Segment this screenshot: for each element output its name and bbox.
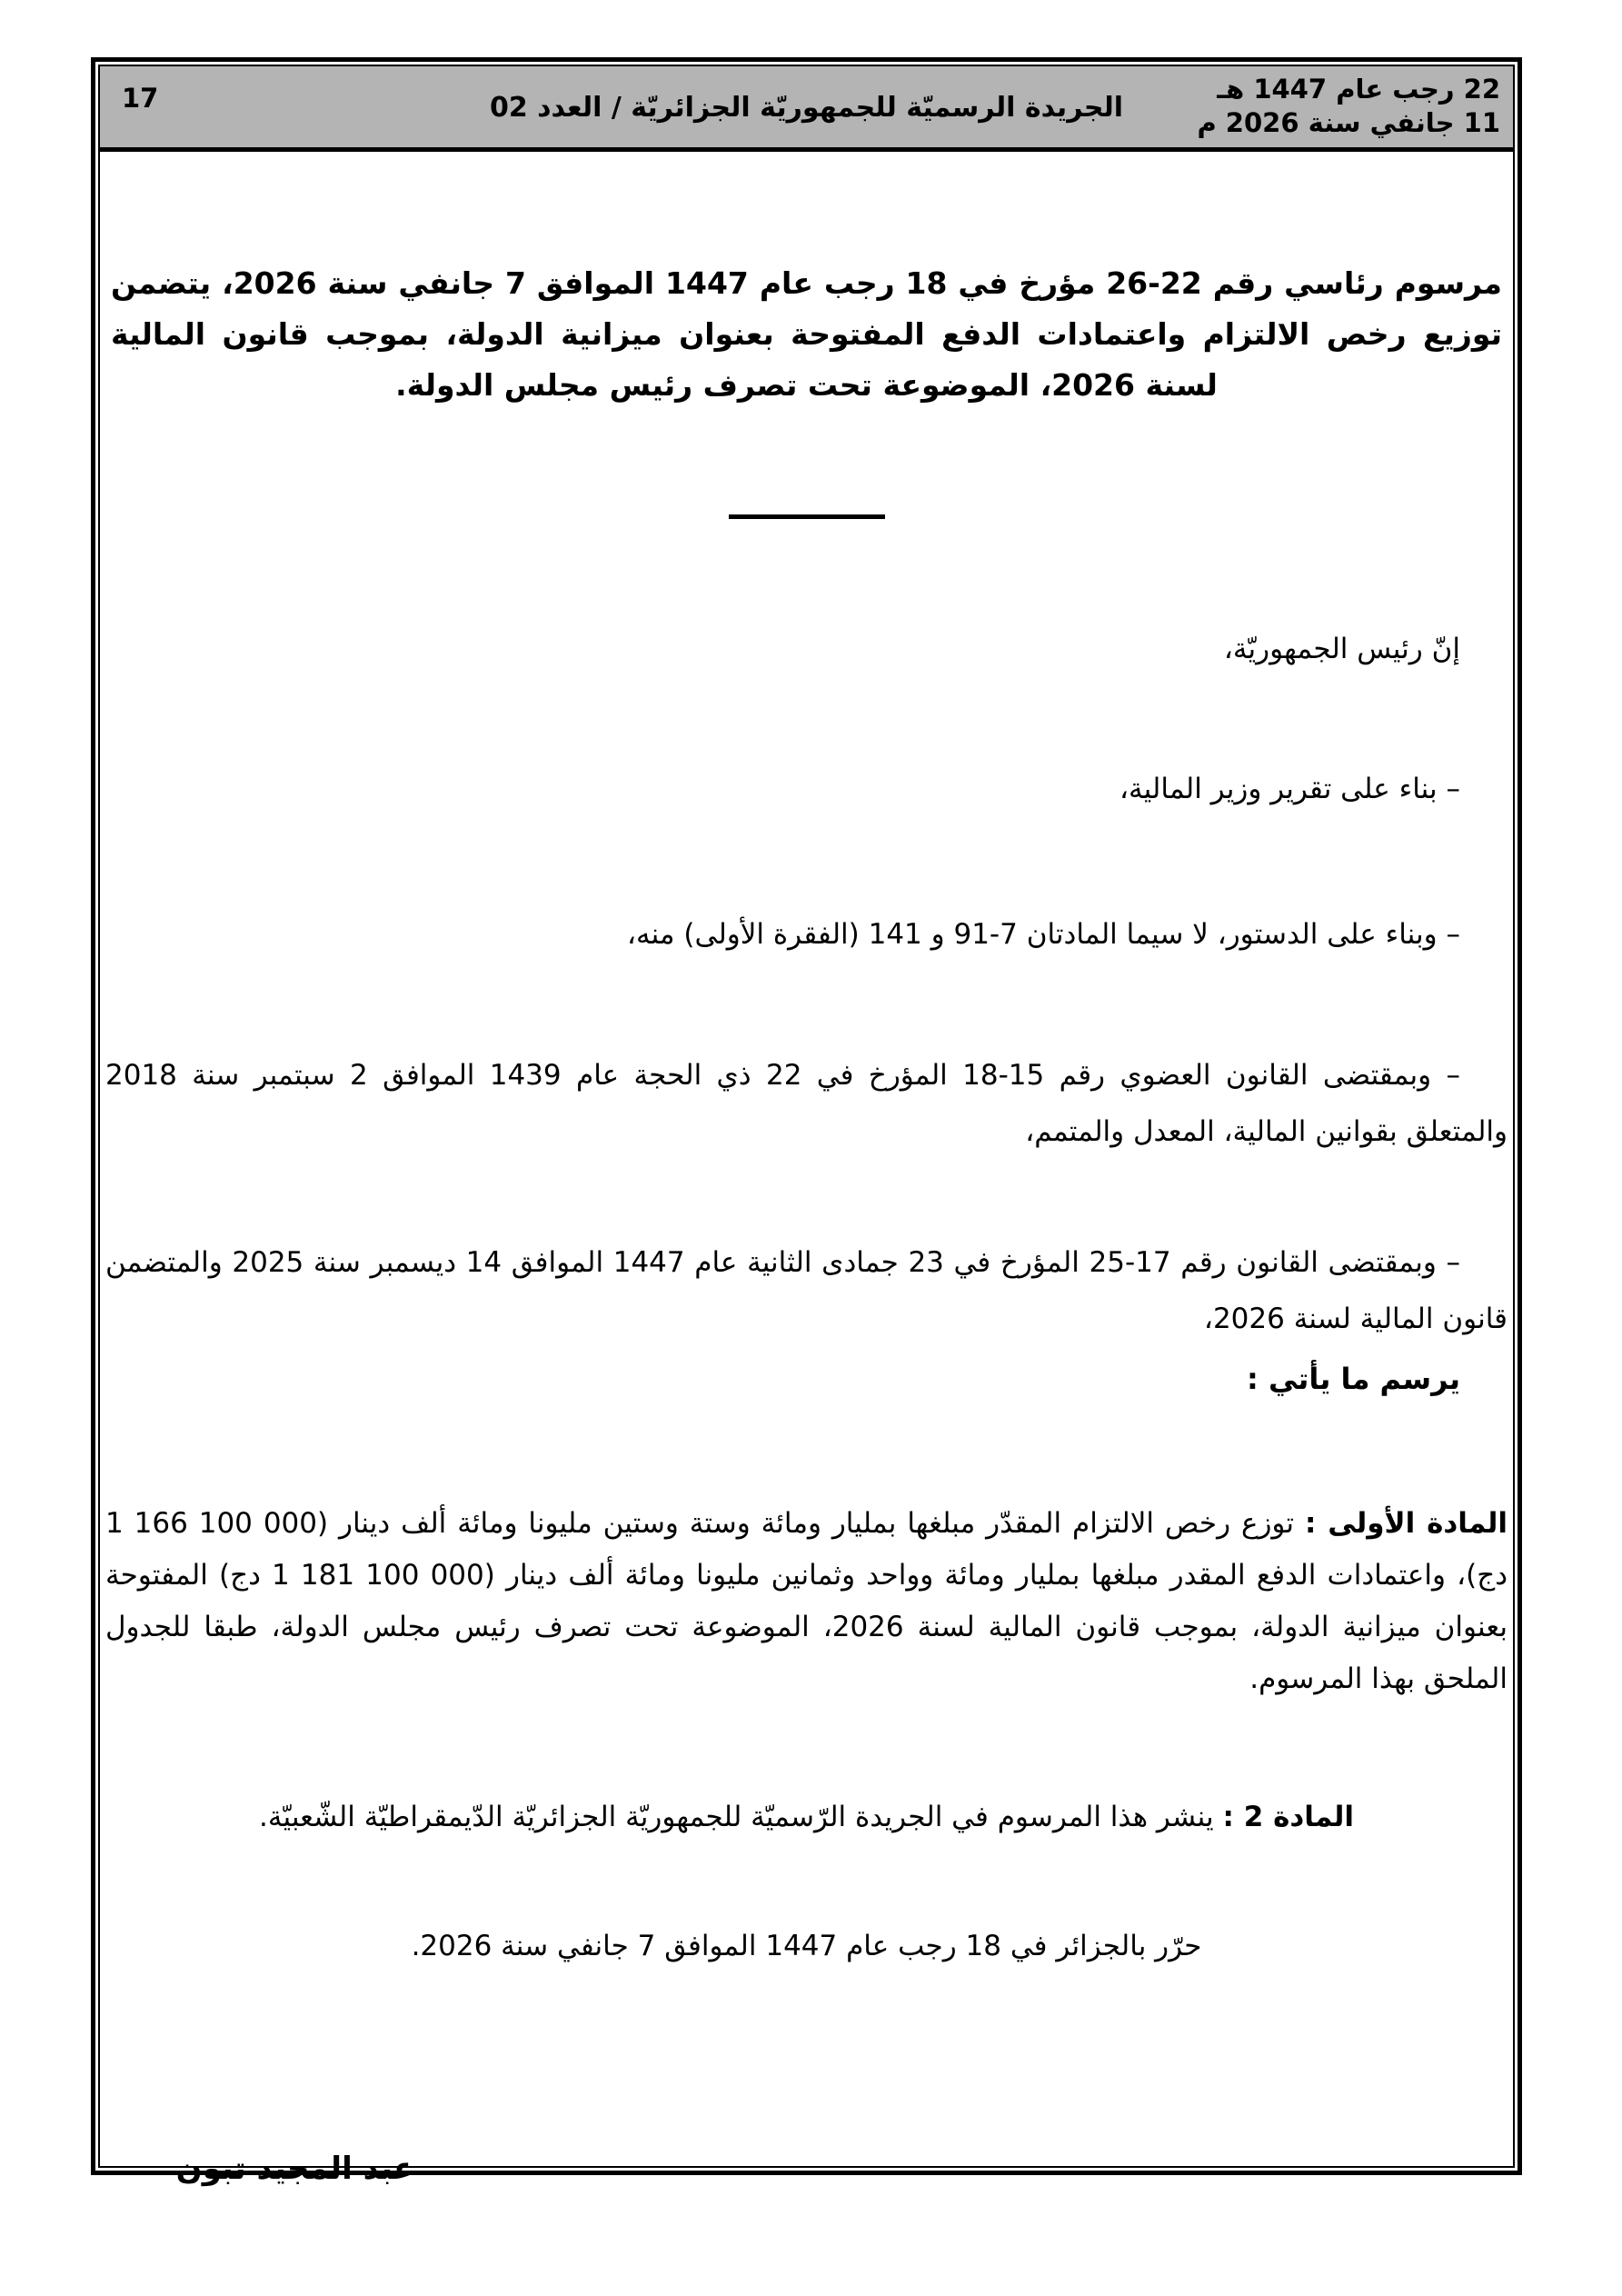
visa-organic-law: – وبمقتضى القانون العضوي رقم 15-18 المؤرخ في 22 ذي الحجة عام 1439 الموافق 2 سبتمبر سنة 2018 والمتعلق بقوانين المالية، المعدل والمتمم،: [105, 1059, 1508, 1148]
hijri-date: 22 رجب عام 1447 هـ: [1217, 74, 1500, 105]
header-dates: [1197, 73, 1500, 140]
signing-place-date: حرّر بالجزائر في 18 رجب عام 1447 الموافق 7 جانفي سنة 2026.: [411, 1930, 1202, 1962]
visa-constitution: – وبناء على الدستور، لا سيما المادتان 7-91 و 141 (الفقرة الأولى) منه،: [626, 918, 1460, 951]
article-2-text: ينشر هذا المرسوم في الجريدة الرّسميّة للجمهوريّة الجزائريّة الدّيمقراطيّة الشّعبيّة.: [259, 1801, 1223, 1833]
signatory-name: عبد المجيد تبون: [175, 2151, 415, 2187]
page-border-frame-inner: [98, 65, 1515, 2187]
article-1-label: المادة الأولى :: [1305, 1507, 1508, 1540]
decree-body: [100, 156, 1513, 2187]
article-1-text: توزع رخص الالتزام المقدّر مبلغها بمليار ومائة وستة وستين مليونا ومائة ألف دينار (1 166 100 000 دج)، واعتمادات الدفع المقدر مبلغها بمليار ومائة وواحد وثمانين مليونا ومائة ألف دينار (1 181 100 000 دج) المفتوحة بعنوان ميزانية الدولة، بموجب قانون المالية لسنة 2026، الموضوعة تحت تصرف رئيس مجلس الدولة، طبقا للجدول الملحق بهذا المرسوم.: [105, 1507, 1508, 1695]
visa-minister-report: – بناء على تقرير وزير المالية،: [1119, 773, 1460, 805]
gregorian-date: 11 جانفي سنة 2026 م: [1197, 107, 1500, 138]
page-number: 17: [122, 83, 159, 114]
decree-title: مرسوم رئاسي رقم 22-26 مؤرخ في 18 رجب عام 1447 الموافق 7 جانفي سنة 2026، يتضمن توزيع رخص الالتزام واعتمادات الدفع المفتوحة بعنوان ميزانية الدولة، بموجب قانون المالية لسنة 2026، الموضوعة تحت تصرف رئيس مجلس الدولة.: [111, 265, 1502, 403]
section-divider: [729, 514, 885, 519]
enactment-clause: يرسم ما يأتي :: [1247, 1362, 1460, 1396]
journal-title: الجريدة الرسميّة للجمهوريّة الجزائريّة / العدد 02: [489, 92, 1124, 124]
article-1: [105, 1498, 1508, 1705]
decree-preamble: إنّ رئيس الجمهوريّة،: [1223, 633, 1460, 665]
article-2-label: المادة 2 :: [1222, 1801, 1354, 1833]
page-border-frame: [91, 57, 1522, 2187]
visa-finance-law: – وبمقتضى القانون رقم 17-25 المؤرخ في 23 جمادى الثانية عام 1447 الموافق 14 ديسمبر سنة 2025 والمتضمن قانون المالية لسنة 2026،: [105, 1246, 1508, 1335]
page-header-band: [100, 66, 1513, 152]
article-2: [105, 1799, 1508, 1837]
